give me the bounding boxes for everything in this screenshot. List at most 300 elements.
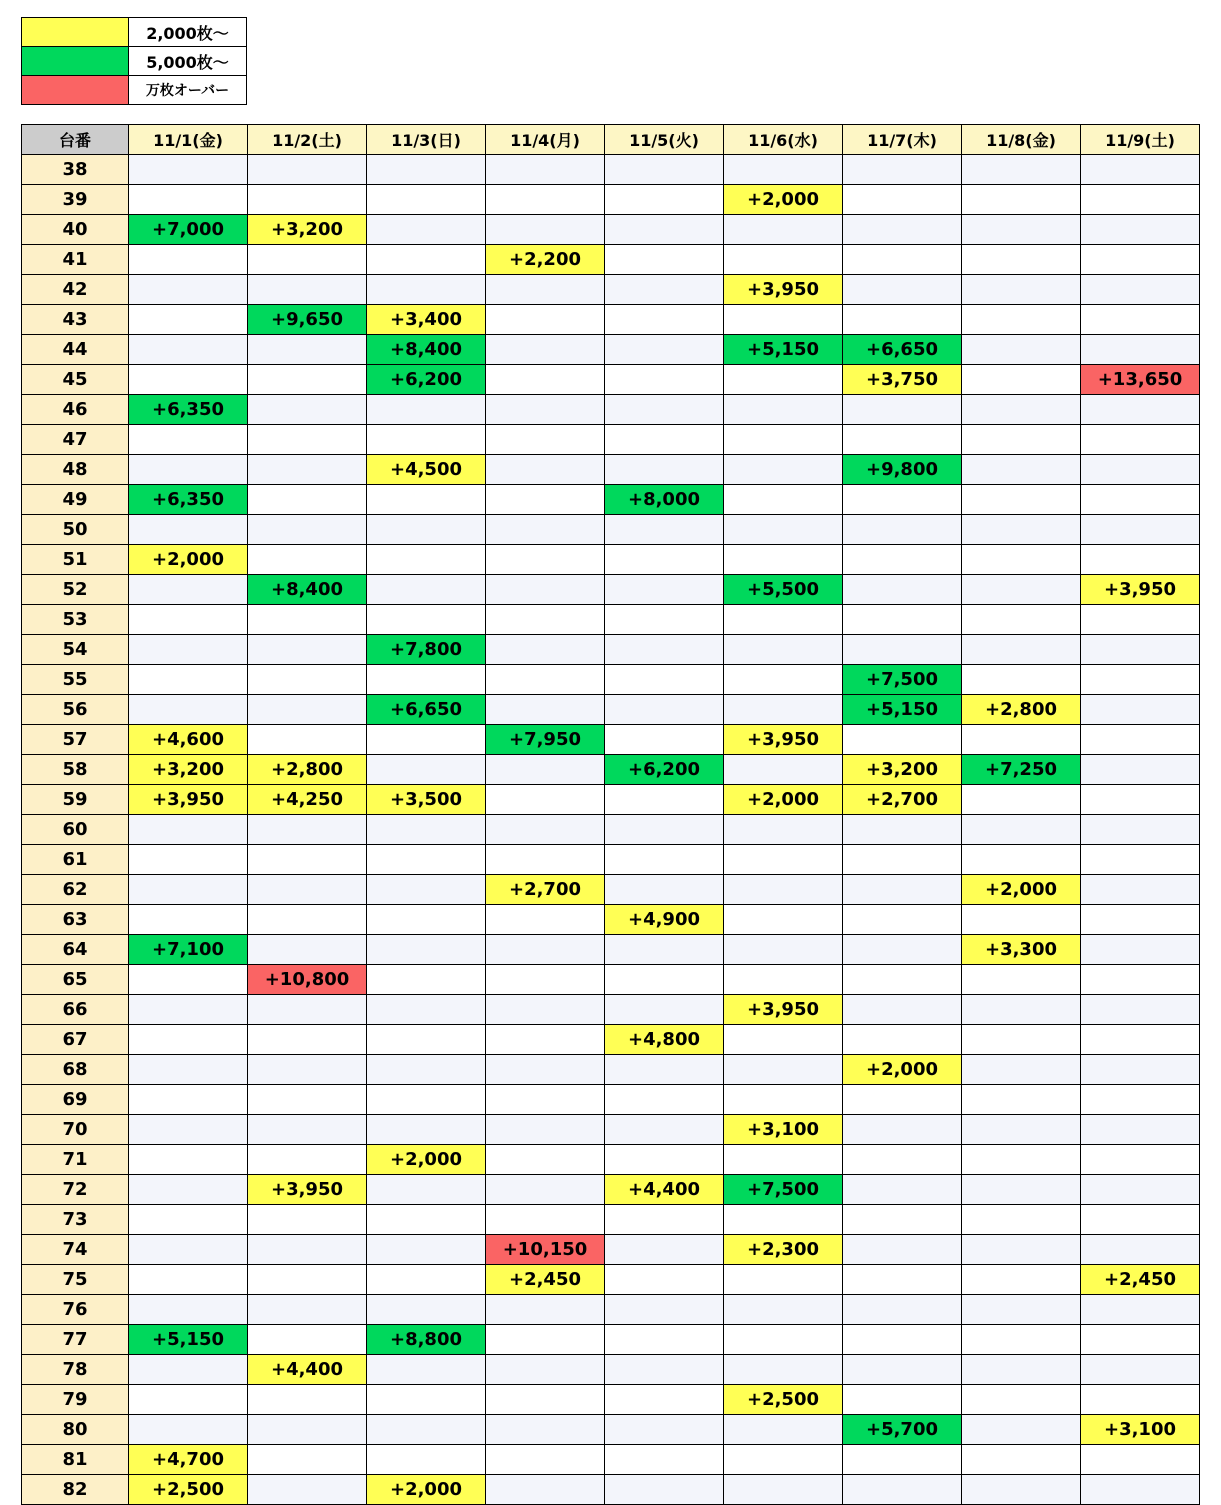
empty-cell: [248, 995, 367, 1025]
empty-cell: [843, 1085, 962, 1115]
empty-cell: [843, 815, 962, 845]
empty-cell: [129, 305, 248, 335]
empty-cell: [129, 425, 248, 455]
empty-cell: [367, 275, 486, 305]
legend: [21, 17, 247, 105]
result-cell: +7,100: [129, 935, 248, 965]
machine-number: 60: [22, 815, 129, 845]
machine-number: 38: [22, 155, 129, 185]
empty-cell: [367, 905, 486, 935]
empty-cell: [129, 1055, 248, 1085]
empty-cell: [129, 995, 248, 1025]
empty-cell: [724, 1055, 843, 1085]
empty-cell: [962, 785, 1081, 815]
empty-cell: [367, 845, 486, 875]
empty-cell: [486, 275, 605, 305]
table-row: [22, 545, 1200, 575]
empty-cell: [486, 995, 605, 1025]
table-row: [22, 1265, 1200, 1295]
empty-cell: [1081, 305, 1200, 335]
empty-cell: [1081, 515, 1200, 545]
machine-number: 61: [22, 845, 129, 875]
empty-cell: [605, 1205, 724, 1235]
empty-cell: [248, 1085, 367, 1115]
empty-cell: [843, 1145, 962, 1175]
empty-cell: [843, 305, 962, 335]
empty-cell: [1081, 275, 1200, 305]
empty-cell: [1081, 1085, 1200, 1115]
empty-cell: [605, 215, 724, 245]
empty-cell: [129, 1385, 248, 1415]
machine-number: 79: [22, 1385, 129, 1415]
empty-cell: [367, 755, 486, 785]
machine-number: 73: [22, 1205, 129, 1235]
empty-cell: [486, 935, 605, 965]
result-cell: +2,000: [724, 785, 843, 815]
empty-cell: [1081, 995, 1200, 1025]
empty-cell: [367, 425, 486, 455]
empty-cell: [724, 875, 843, 905]
empty-cell: [129, 665, 248, 695]
empty-cell: [486, 455, 605, 485]
empty-cell: [605, 575, 724, 605]
empty-cell: [605, 245, 724, 275]
empty-cell: [367, 1235, 486, 1265]
machine-number: 58: [22, 755, 129, 785]
result-cell: +3,750: [843, 365, 962, 395]
empty-cell: [843, 395, 962, 425]
empty-cell: [1081, 545, 1200, 575]
empty-cell: [129, 905, 248, 935]
empty-cell: [486, 545, 605, 575]
empty-cell: [248, 1025, 367, 1055]
result-cell: +3,950: [1081, 575, 1200, 605]
table-row: [22, 185, 1200, 215]
empty-cell: [129, 1295, 248, 1325]
empty-cell: [248, 185, 367, 215]
empty-cell: [1081, 815, 1200, 845]
empty-cell: [724, 395, 843, 425]
empty-cell: [962, 1445, 1081, 1475]
empty-cell: [724, 1085, 843, 1115]
empty-cell: [129, 605, 248, 635]
empty-cell: [1081, 1295, 1200, 1325]
empty-cell: [129, 1145, 248, 1175]
empty-cell: [843, 935, 962, 965]
empty-cell: [129, 1025, 248, 1055]
empty-cell: [605, 785, 724, 815]
empty-cell: [486, 575, 605, 605]
date-header: 11/6(水): [724, 125, 843, 155]
result-cell: +5,500: [724, 575, 843, 605]
empty-cell: [1081, 935, 1200, 965]
date-header: 11/7(木): [843, 125, 962, 155]
result-cell: +2,450: [486, 1265, 605, 1295]
empty-cell: [1081, 1145, 1200, 1175]
machine-number: 78: [22, 1355, 129, 1385]
empty-cell: [724, 245, 843, 275]
empty-cell: [1081, 395, 1200, 425]
empty-cell: [843, 1115, 962, 1145]
empty-cell: [724, 1415, 843, 1445]
empty-cell: [605, 965, 724, 995]
empty-cell: [724, 1265, 843, 1295]
empty-cell: [724, 845, 843, 875]
empty-cell: [248, 1295, 367, 1325]
empty-cell: [367, 575, 486, 605]
result-cell: +3,200: [248, 215, 367, 245]
result-cell: +2,500: [129, 1475, 248, 1505]
result-cell: +5,150: [724, 335, 843, 365]
machine-number: 49: [22, 485, 129, 515]
empty-cell: [605, 1445, 724, 1475]
empty-cell: [367, 1175, 486, 1205]
empty-cell: [605, 365, 724, 395]
empty-cell: [605, 335, 724, 365]
empty-cell: [129, 1355, 248, 1385]
result-cell: +7,800: [367, 635, 486, 665]
table-row: [22, 245, 1200, 275]
empty-cell: [129, 965, 248, 995]
empty-cell: [486, 155, 605, 185]
empty-cell: [486, 485, 605, 515]
empty-cell: [248, 665, 367, 695]
empty-cell: [724, 815, 843, 845]
empty-cell: [962, 1085, 1081, 1115]
table-row: [22, 575, 1200, 605]
result-cell: +3,200: [129, 755, 248, 785]
empty-cell: [1081, 215, 1200, 245]
empty-cell: [605, 395, 724, 425]
empty-cell: [962, 245, 1081, 275]
result-cell: +2,000: [129, 545, 248, 575]
table-row: [22, 965, 1200, 995]
empty-cell: [962, 335, 1081, 365]
table-row: [22, 875, 1200, 905]
table-row: [22, 845, 1200, 875]
empty-cell: [486, 1145, 605, 1175]
empty-cell: [843, 875, 962, 905]
empty-cell: [129, 455, 248, 485]
empty-cell: [605, 725, 724, 755]
empty-cell: [605, 935, 724, 965]
empty-cell: [129, 1205, 248, 1235]
result-cell: +6,350: [129, 395, 248, 425]
empty-cell: [486, 515, 605, 545]
empty-cell: [367, 395, 486, 425]
empty-cell: [129, 365, 248, 395]
machine-number: 41: [22, 245, 129, 275]
empty-cell: [962, 905, 1081, 935]
empty-cell: [367, 215, 486, 245]
empty-cell: [1081, 1205, 1200, 1235]
table-row: [22, 665, 1200, 695]
result-cell: +2,800: [962, 695, 1081, 725]
result-cell: +6,350: [129, 485, 248, 515]
empty-cell: [129, 1415, 248, 1445]
empty-cell: [248, 695, 367, 725]
empty-cell: [486, 1355, 605, 1385]
result-cell: +2,800: [248, 755, 367, 785]
empty-cell: [962, 845, 1081, 875]
table-row: [22, 275, 1200, 305]
empty-cell: [486, 965, 605, 995]
empty-cell: [843, 215, 962, 245]
table-row: [22, 1085, 1200, 1115]
result-cell: +3,400: [367, 305, 486, 335]
empty-cell: [605, 1415, 724, 1445]
empty-cell: [605, 1115, 724, 1145]
empty-cell: [486, 1055, 605, 1085]
result-cell: +3,300: [962, 935, 1081, 965]
machine-number: 50: [22, 515, 129, 545]
empty-cell: [724, 935, 843, 965]
empty-cell: [605, 1295, 724, 1325]
empty-cell: [248, 335, 367, 365]
empty-cell: [367, 995, 486, 1025]
empty-cell: [724, 1295, 843, 1325]
empty-cell: [724, 485, 843, 515]
date-header: 11/8(金): [962, 125, 1081, 155]
empty-cell: [248, 365, 367, 395]
result-cell: +4,400: [605, 1175, 724, 1205]
empty-cell: [248, 725, 367, 755]
empty-cell: [962, 1415, 1081, 1445]
result-cell: +6,650: [367, 695, 486, 725]
machine-number: 44: [22, 335, 129, 365]
result-cell: +2,000: [843, 1055, 962, 1085]
empty-cell: [843, 845, 962, 875]
empty-cell: [724, 665, 843, 695]
empty-cell: [129, 575, 248, 605]
machine-number: 46: [22, 395, 129, 425]
empty-cell: [129, 335, 248, 365]
result-cell: +10,800: [248, 965, 367, 995]
empty-cell: [129, 1265, 248, 1295]
result-cell: +3,950: [248, 1175, 367, 1205]
empty-cell: [129, 695, 248, 725]
table-row: [22, 1055, 1200, 1085]
machine-number: 59: [22, 785, 129, 815]
machine-number: 62: [22, 875, 129, 905]
table-row: [22, 1385, 1200, 1415]
machine-number: 45: [22, 365, 129, 395]
empty-cell: [248, 1475, 367, 1505]
empty-cell: [962, 455, 1081, 485]
empty-cell: [962, 365, 1081, 395]
empty-cell: [129, 1115, 248, 1145]
empty-cell: [248, 275, 367, 305]
empty-cell: [129, 875, 248, 905]
empty-cell: [248, 395, 367, 425]
empty-cell: [843, 635, 962, 665]
empty-cell: [962, 425, 1081, 455]
machine-number: 81: [22, 1445, 129, 1475]
empty-cell: [1081, 665, 1200, 695]
empty-cell: [1081, 785, 1200, 815]
result-cell: +3,500: [367, 785, 486, 815]
empty-cell: [605, 995, 724, 1025]
table-row: [22, 755, 1200, 785]
empty-cell: [724, 1205, 843, 1235]
empty-cell: [1081, 1025, 1200, 1055]
table-row: [22, 1025, 1200, 1055]
table-row: [22, 725, 1200, 755]
empty-cell: [724, 1025, 843, 1055]
empty-cell: [962, 215, 1081, 245]
empty-cell: [486, 815, 605, 845]
empty-cell: [486, 1385, 605, 1415]
empty-cell: [843, 605, 962, 635]
empty-cell: [367, 1445, 486, 1475]
table-row: [22, 1205, 1200, 1235]
empty-cell: [843, 545, 962, 575]
empty-cell: [962, 1355, 1081, 1385]
empty-cell: [605, 1085, 724, 1115]
empty-cell: [367, 545, 486, 575]
machine-number: 40: [22, 215, 129, 245]
empty-cell: [962, 185, 1081, 215]
empty-cell: [724, 425, 843, 455]
machine-number: 69: [22, 1085, 129, 1115]
table-row: [22, 785, 1200, 815]
empty-cell: [129, 515, 248, 545]
result-cell: +2,000: [367, 1475, 486, 1505]
empty-cell: [843, 725, 962, 755]
result-cell: +2,000: [962, 875, 1081, 905]
empty-cell: [248, 455, 367, 485]
date-header: 11/3(日): [367, 125, 486, 155]
machine-number: 77: [22, 1325, 129, 1355]
empty-cell: [724, 905, 843, 935]
machine-number: 82: [22, 1475, 129, 1505]
empty-cell: [367, 815, 486, 845]
empty-cell: [486, 215, 605, 245]
empty-cell: [962, 275, 1081, 305]
result-cell: +2,450: [1081, 1265, 1200, 1295]
empty-cell: [367, 515, 486, 545]
empty-cell: [248, 1415, 367, 1445]
empty-cell: [962, 1025, 1081, 1055]
result-cell: +9,800: [843, 455, 962, 485]
empty-cell: [962, 1175, 1081, 1205]
table-row: [22, 215, 1200, 245]
empty-cell: [724, 1475, 843, 1505]
empty-cell: [605, 815, 724, 845]
empty-cell: [486, 845, 605, 875]
empty-cell: [1081, 185, 1200, 215]
table-row: [22, 935, 1200, 965]
table-header-row: [22, 125, 1200, 155]
empty-cell: [367, 1085, 486, 1115]
empty-cell: [248, 1235, 367, 1265]
machine-number: 48: [22, 455, 129, 485]
empty-cell: [486, 1445, 605, 1475]
empty-cell: [486, 695, 605, 725]
empty-cell: [605, 1385, 724, 1415]
empty-cell: [962, 485, 1081, 515]
machine-number: 55: [22, 665, 129, 695]
empty-cell: [1081, 755, 1200, 785]
result-cell: +7,500: [724, 1175, 843, 1205]
empty-cell: [248, 1265, 367, 1295]
empty-cell: [486, 1085, 605, 1115]
empty-cell: [724, 1355, 843, 1385]
empty-cell: [605, 635, 724, 665]
empty-cell: [486, 1025, 605, 1055]
empty-cell: [724, 755, 843, 785]
empty-cell: [1081, 1175, 1200, 1205]
empty-cell: [248, 245, 367, 275]
empty-cell: [843, 155, 962, 185]
empty-cell: [486, 1115, 605, 1145]
empty-cell: [1081, 1235, 1200, 1265]
machine-number: 66: [22, 995, 129, 1025]
empty-cell: [962, 1325, 1081, 1355]
empty-cell: [605, 695, 724, 725]
empty-cell: [962, 1235, 1081, 1265]
empty-cell: [248, 1145, 367, 1175]
result-cell: +6,200: [605, 755, 724, 785]
result-cell: +8,000: [605, 485, 724, 515]
machine-number: 63: [22, 905, 129, 935]
table-row: [22, 1115, 1200, 1145]
legend-label: 5,000枚～: [129, 47, 247, 76]
table-row: [22, 695, 1200, 725]
result-cell: +6,650: [843, 335, 962, 365]
empty-cell: [605, 605, 724, 635]
empty-cell: [843, 1235, 962, 1265]
empty-cell: [605, 1235, 724, 1265]
machine-number: 47: [22, 425, 129, 455]
machine-number: 75: [22, 1265, 129, 1295]
empty-cell: [843, 905, 962, 935]
empty-cell: [843, 1205, 962, 1235]
empty-cell: [248, 1325, 367, 1355]
empty-cell: [724, 545, 843, 575]
empty-cell: [248, 515, 367, 545]
empty-cell: [724, 605, 843, 635]
date-header: 11/4(月): [486, 125, 605, 155]
machine-number: 80: [22, 1415, 129, 1445]
empty-cell: [605, 455, 724, 485]
empty-cell: [605, 1325, 724, 1355]
empty-cell: [962, 1475, 1081, 1505]
table-row: [22, 635, 1200, 665]
date-header: 11/2(土): [248, 125, 367, 155]
result-cell: +8,800: [367, 1325, 486, 1355]
empty-cell: [724, 695, 843, 725]
empty-cell: [486, 1475, 605, 1505]
machine-number-header: 台番: [22, 125, 129, 155]
result-cell: +2,000: [367, 1145, 486, 1175]
empty-cell: [1081, 455, 1200, 485]
table-row: [22, 1175, 1200, 1205]
empty-cell: [486, 785, 605, 815]
result-cell: +5,700: [843, 1415, 962, 1445]
empty-cell: [605, 1355, 724, 1385]
table-row: [22, 1445, 1200, 1475]
empty-cell: [605, 1055, 724, 1085]
empty-cell: [962, 815, 1081, 845]
empty-cell: [248, 1115, 367, 1145]
empty-cell: [605, 1265, 724, 1295]
machine-number: 56: [22, 695, 129, 725]
empty-cell: [843, 1265, 962, 1295]
empty-cell: [367, 485, 486, 515]
empty-cell: [962, 1205, 1081, 1235]
empty-cell: [486, 905, 605, 935]
